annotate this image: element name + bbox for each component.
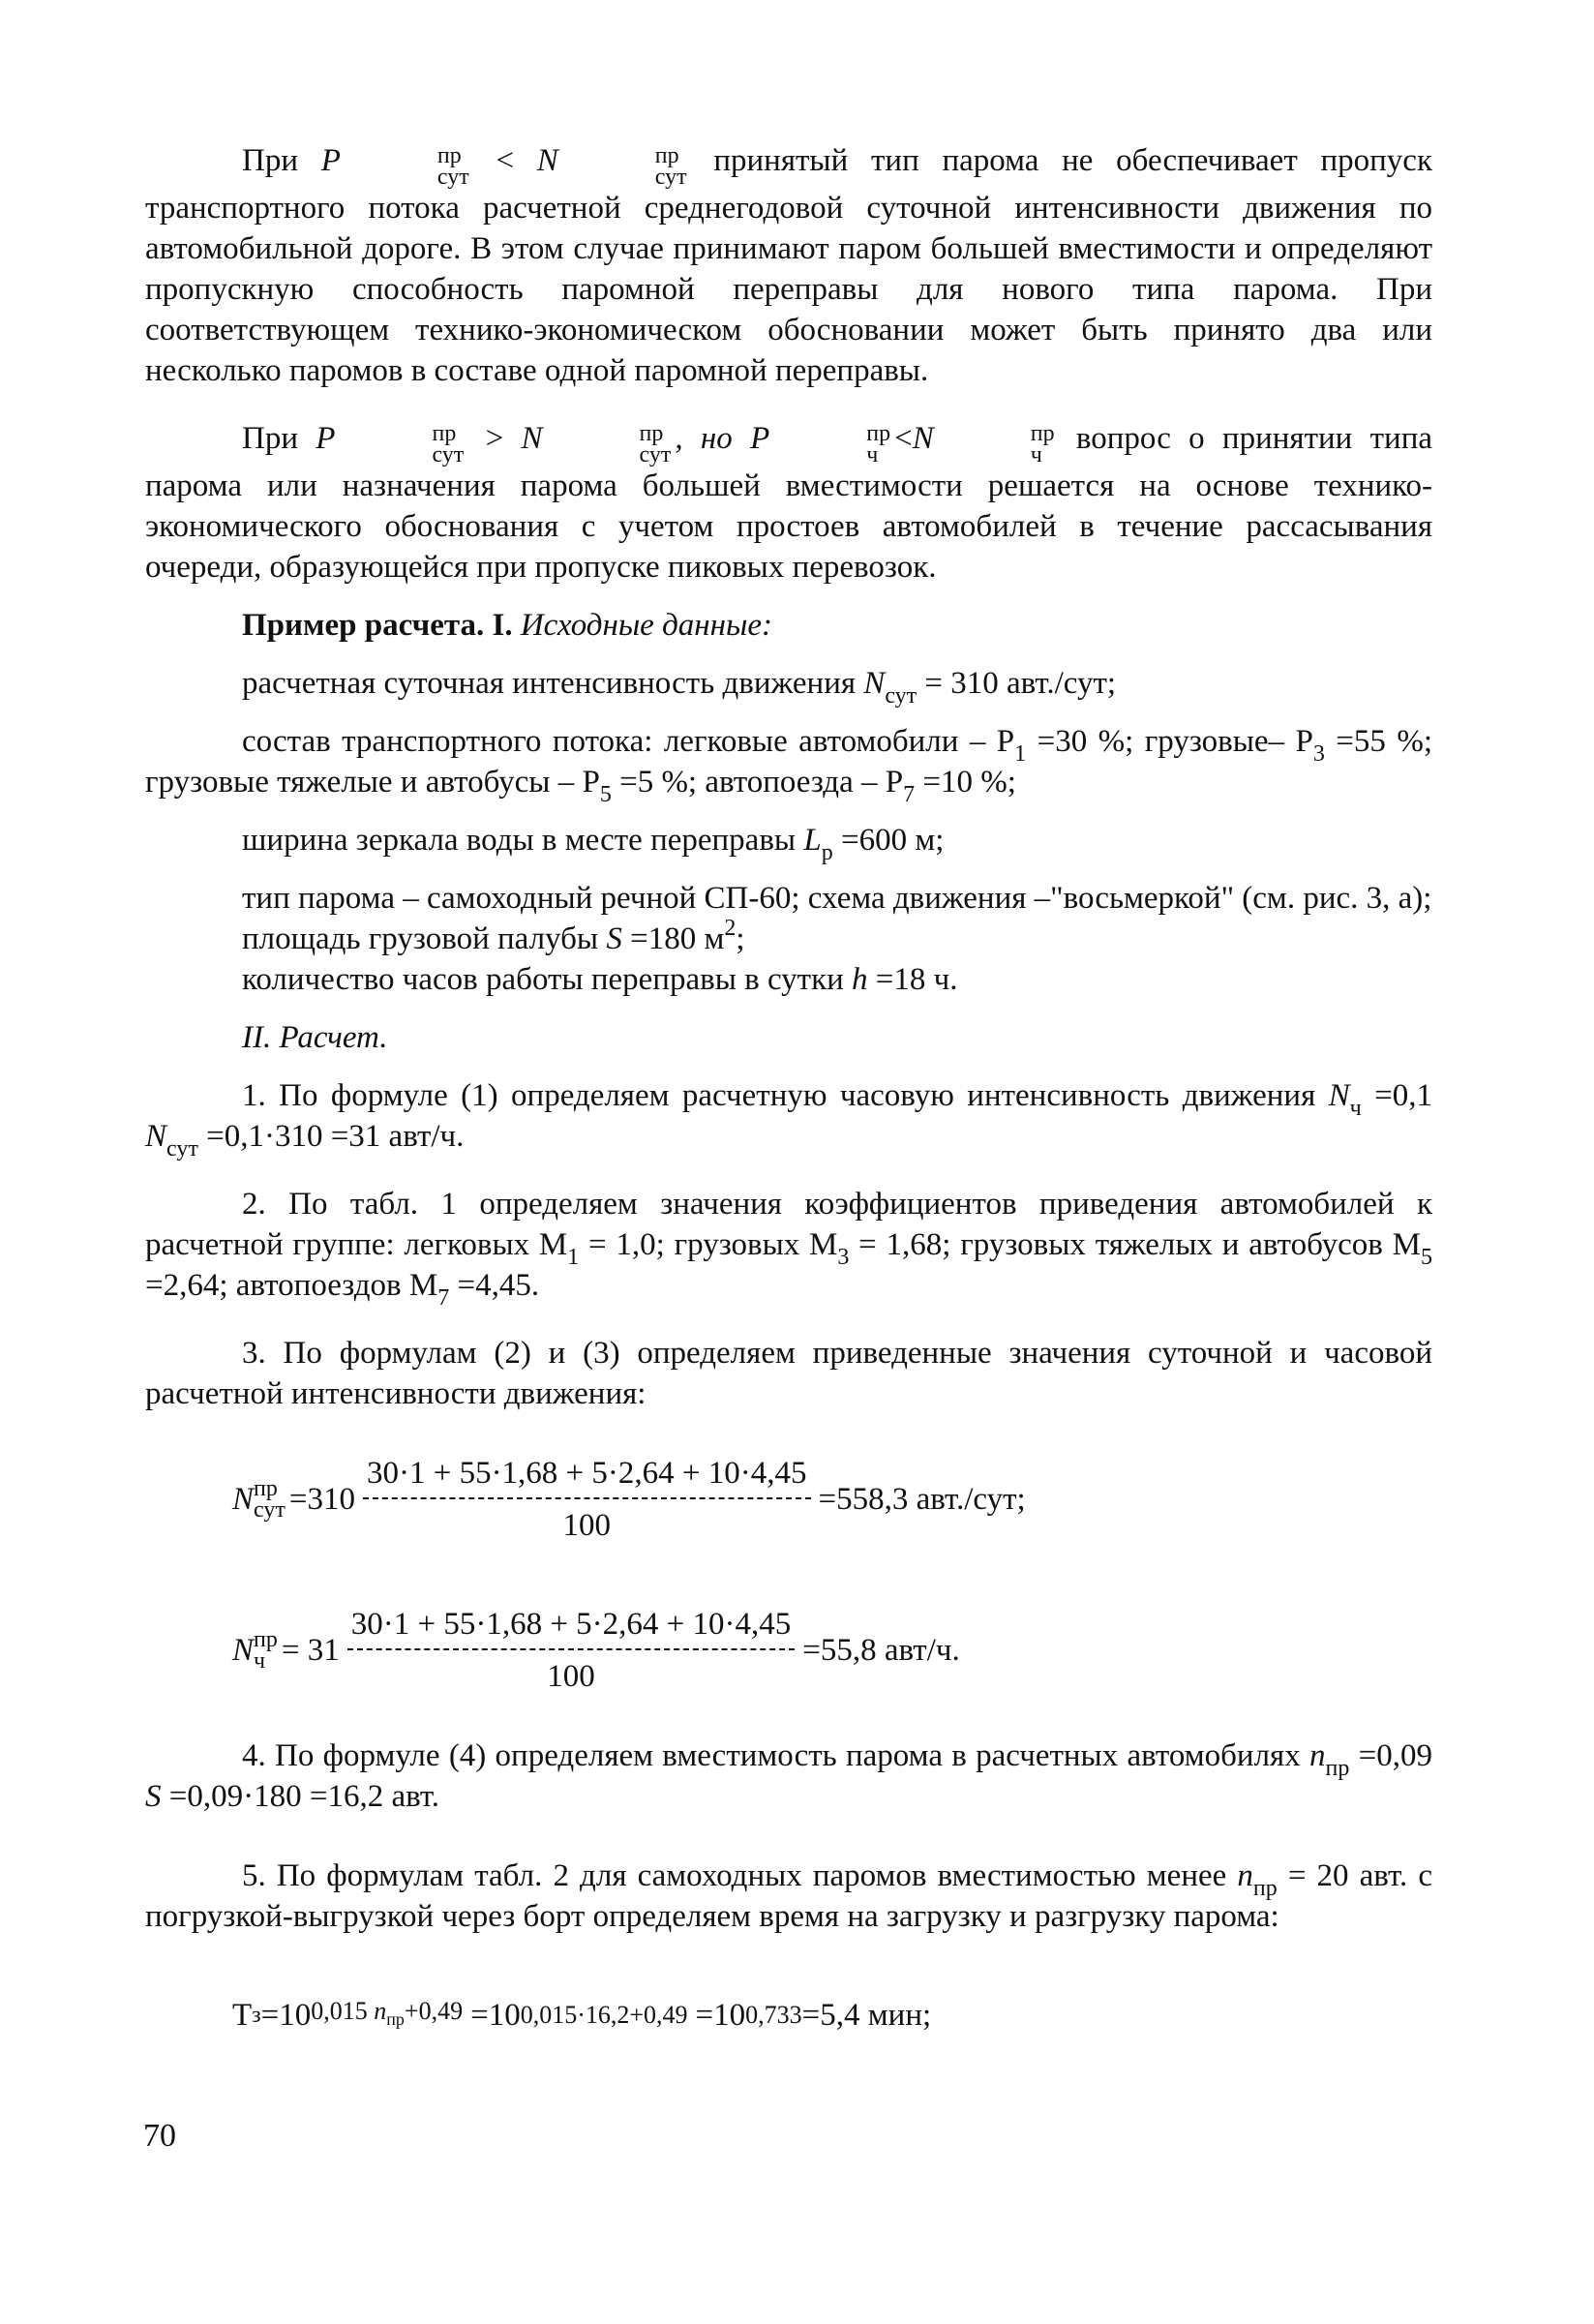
heading-label: II. Расчет. bbox=[242, 1020, 388, 1055]
formula-result: =55,8 авт/ч. bbox=[802, 1633, 960, 1668]
numerator: 30·1 + 55·1,68 + 5·2,64 + 10·4,45 bbox=[347, 1604, 796, 1650]
page-number: 70 bbox=[143, 2118, 176, 2154]
text: При bbox=[242, 421, 316, 456]
page-content bbox=[145, 140, 1432, 2036]
operator: < bbox=[894, 421, 913, 456]
symbol: N bbox=[521, 421, 543, 456]
formula-coefficient: = 31 bbox=[281, 1633, 340, 1668]
exponent: 0,015 $n_{пр}+0,49$ bbox=[311, 1997, 464, 2029]
paragraph-1 bbox=[145, 140, 1432, 391]
sup-sub: пр сут bbox=[436, 143, 469, 190]
input-line-ferry-type: тип парома – самоходный речной СП-60; схема движения –"восьмеркой" (см. рис. 3, а); bbox=[242, 881, 1432, 916]
input-line-composition: состав транспортного потока: легковые автомобили – $P_1 =30$ %; грузовые– $P_3 =55$ %; грузовые тяжелые и автобусы – $P_5 =5$ %; автопоезда – $P_7 =10$ %; bbox=[145, 724, 1433, 807]
fraction bbox=[363, 1453, 811, 1546]
sup-sub: пр сут bbox=[654, 143, 687, 190]
sup-sub: пр ч bbox=[1030, 421, 1055, 468]
symbol: N bbox=[232, 1482, 255, 1517]
base: =10 bbox=[695, 1998, 746, 2033]
sup-sub: пр сут bbox=[432, 421, 465, 468]
sup-sub: пр ч bbox=[866, 421, 891, 468]
sup-sub: пр сут bbox=[254, 1476, 286, 1523]
sup-sub: пр ч bbox=[254, 1627, 278, 1674]
numerator: 30·1 + 55·1,68 + 5·2,64 + 10·4,45 bbox=[363, 1453, 811, 1499]
formula-loading-time: T з =10 0,015 $n_{пр}+0,49$ =10 0,015·16,2+0,49 =10 0,733 =5,4 мин; bbox=[232, 1995, 1432, 2036]
operator: > bbox=[467, 421, 522, 456]
fraction bbox=[347, 1604, 796, 1697]
input-line-width: ширина зеркала воды в месте переправы $L_p =600$ м; bbox=[242, 823, 945, 865]
formula-result: =558,3 авт./сут; bbox=[818, 1482, 1026, 1517]
denominator: 100 bbox=[562, 1508, 611, 1543]
base: =10 bbox=[470, 1998, 521, 2033]
paragraph-text: принятый тип парома не обеспечивает пропуск транспортного потока расчетной среднегодовой суточной интенсивности движения по автомобильной дороге. В этом случае принимают паром большей вместимости и определяют пропускную способность паромной переправы для нового типа парома. При соответствующем технико-экономическом обосновании может быть принято два или несколько паромов в составе одной паромной переправы. bbox=[145, 143, 1432, 388]
paragraph-2 bbox=[145, 418, 1432, 588]
step-5: 5. По формулам табл. 2 для самоходных паромов вместимостью менее $n_{пр} = 20$ авт. с погрузкой-выгрузкой через борт определяем время на загрузку и разгрузку парома: bbox=[145, 1858, 1432, 1934]
input-line-deck-area: площадь грузовой палубы S =180 $м^2$; bbox=[242, 916, 745, 956]
paragraph-text: вопрос о принятии типа парома или назначения парома большей вместимости решается на основе технико-экономического обоснования с учетом простоев автомобилей в течение рассасывания очереди, образующейся при пропуске пиковых перевозок. bbox=[145, 421, 1433, 585]
operator: < bbox=[472, 143, 537, 178]
input-line-hours: количество часов работы переправы в сутки h =18 ч. bbox=[242, 962, 958, 997]
calc-heading bbox=[145, 1017, 1432, 1058]
step-2: 2. По табл. 1 определяем значения коэффициентов приведения автомобилей к расчетной группе: легковых $M_1 = 1,0$; грузовых $M_3 = 1,68$; грузовых тяжелых и автобусов $M_5 =2,64$; автопоездов $M_7 =4,45$. bbox=[145, 1187, 1432, 1311]
symbol: P bbox=[750, 421, 770, 456]
formula-result: =5,4 мин; bbox=[801, 1998, 932, 2033]
sup-sub: пр сут bbox=[639, 421, 672, 468]
symbol: P bbox=[320, 143, 341, 178]
symbol: P bbox=[316, 421, 336, 456]
step-3: 3. По формулам (2) и (3) определяем приведенные значения суточной и часовой расчетной интенсивности движения: bbox=[145, 1336, 1432, 1411]
symbol: T bbox=[232, 1998, 253, 2033]
heading-label: Пример расчета. I. bbox=[242, 608, 513, 643]
step-4: 4. По формуле (4) определяем вместимость парома в расчетных автомобилях $n_{пр} =0,09$ S =0,09·180 =16,2 авт. bbox=[145, 1738, 1432, 1814]
input-line-intensity: расчетная суточная интенсивность движения $N_{сут} = 310$ авт./сут; bbox=[242, 666, 1117, 709]
formula-hourly bbox=[232, 1604, 1432, 1697]
step-1: 1. По формуле (1) определяем расчетную часовую интенсивность движения $N_ч =0,1$ $N_{сут} =0,1\cdot 310 =31$ авт/ч. bbox=[145, 1078, 1432, 1162]
formula-daily bbox=[232, 1453, 1432, 1546]
symbol: N bbox=[912, 421, 934, 456]
text: При bbox=[242, 143, 321, 178]
denominator: 100 bbox=[547, 1659, 595, 1694]
text: , но bbox=[675, 421, 751, 456]
subheading-label: Исходные данные: bbox=[520, 608, 772, 643]
formula-coefficient: =310 bbox=[288, 1482, 355, 1517]
base: =10 bbox=[260, 1998, 312, 2033]
symbol: N bbox=[232, 1633, 255, 1668]
example-heading bbox=[145, 605, 1432, 646]
symbol: N bbox=[536, 143, 558, 178]
